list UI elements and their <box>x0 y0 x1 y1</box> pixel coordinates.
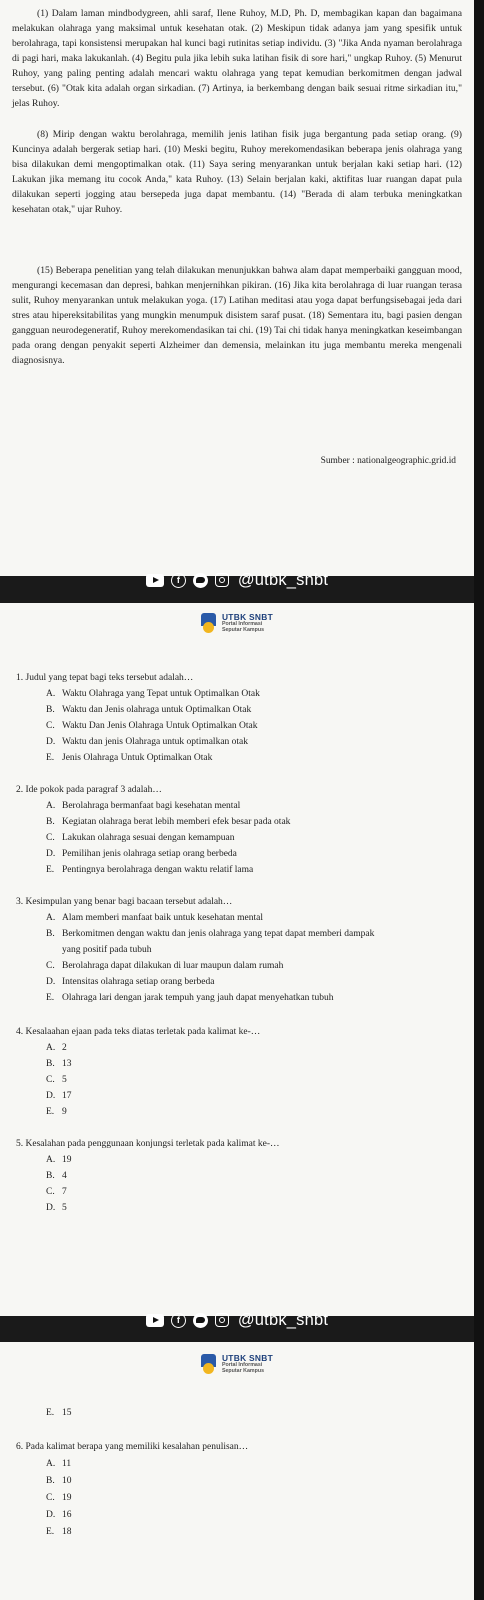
q5-option-a: A. 19 <box>46 1155 72 1165</box>
social-handle: @utbk_snbt <box>237 570 329 589</box>
logo-line-1: Portal Informasi <box>221 621 263 628</box>
q4-option-a: A. 2 <box>46 1043 67 1053</box>
q6-option-e: E. 18 <box>46 1527 72 1537</box>
question-1: 1. Judul yang tepat bagi teks tersebut adalah… <box>16 673 194 683</box>
social-handle: @utbk_snbt <box>237 1310 329 1329</box>
q6-option-a: A. 11 <box>46 1459 72 1469</box>
facebook-icon: f <box>171 573 186 588</box>
q4-option-b: B. 13 <box>46 1059 72 1069</box>
question-6: 6. Pada kalimat berapa yang memiliki kesalahan penulisan… <box>16 1442 249 1452</box>
logo-title: UTBK SNBT <box>221 1353 274 1363</box>
utbk-logo <box>0 613 474 633</box>
q2-option-d: D. Pemilihan jenis olahraga setiap orang berbeda <box>46 849 237 859</box>
social-banner <box>0 1308 474 1332</box>
q2-option-c: C. Lakukan olahraga sesuai dengan kemampuan <box>46 833 235 843</box>
q3-option-c: C. Berolahraga dapat dilakukan di luar maupun dalam rumah <box>46 961 284 971</box>
q5-option-e: E. 15 <box>46 1408 72 1418</box>
q2-option-a: A. Berolahraga bermanfaat bagi kesehatan mental <box>46 801 241 811</box>
q1-option-c: C. Waktu Dan Jenis Olahraga Untuk Optimalkan Otak <box>46 721 258 731</box>
logo-line-1: Portal Informasi <box>221 1362 263 1369</box>
q5-option-c: C. 7 <box>46 1187 67 1197</box>
q1-option-b: B. Waktu dan Jenis olahraga untuk Optimalkan Otak <box>46 705 252 715</box>
youtube-icon <box>146 1314 164 1327</box>
instagram-icon <box>215 573 229 587</box>
twitter-icon <box>193 1313 208 1328</box>
paragraph-2: (8) Mirip dengan waktu berolahraga, memilih jenis latihan fisik juga bergantung pada setiap orang. (9) Kuncinya adalah bergerak setiap hari. (10) Meski begitu, Ruhoy merekomendasikan beberapa jenis olahraga yang bisa dilakukan demi mengoptimalkan otak. (11) Saya sering menyarankan untuk berjalan kaki setiap hari. (12) Lakukan jika memang itu cocok Anda," kata Ruhoy. (13) Selain berjalan kaki, aktifitas luar ruangan dapat pula dilakukan seperti jogging atau bersepeda juga dapat membantu. (14) "Berada di alam terbuka meningkatkan kesehatan otak," ujar Ruhoy. <box>12 129 462 216</box>
q2-option-e: E. Pentingnya berolahraga dengan waktu relatif lama <box>46 865 254 875</box>
paragraph-3: (15) Beberapa penelitian yang telah dilakukan menunjukkan bahwa alam dapat memperbaiki gangguan mood, mengurangi kecemasan dan depresi, bahkan menjernihkan pikiran. (16) Jika kita berolahraga di luar ruangan terasa sulit, Ruhoy menyarankan untuk melakukan yoga. (17) Latihan meditasi atau yoga dapat berfungsisebagai jeda dari stres atau hipereksitabilitas yang mungkin menumpuk disistem saraf pusat. (18) Sementara itu, bagi pasien dengan gangguan neurodegeneratif, Ruhoy merekomendasikan tai chi. (19) Tai chi tidak hanya meningkatkan keseimbangan pada orang dengan penyakit seperti Alzheimer dan demensia, melainkan itu juga membantu mereka mengenali diagnosisnya. <box>12 265 462 367</box>
q3-option-b: B. Berkomitmen dengan waktu dan jenis olahraga yang tepat dapat memberi dampak <box>46 929 375 939</box>
logo-emblem-icon <box>201 1354 216 1374</box>
q3-option-a: A. Alam memberi manfaat baik untuk kesehatan mental <box>46 913 264 923</box>
paragraph-1: (1) Dalam laman mindbodygreen, ahli saraf, Ilene Ruhoy, M.D, Ph. D, membagikan kapan dan bagaimana melakukan olahraga yang maksimal untuk kesehatan otak. (2) Meskipun tidak adanya jam yang spesifik untuk berolahraga, tapi konsistensi merupakan hal kunci bagi rutinitas setiap individu. (3) "Jika Anda nyaman berolahraga di pagi hari, maka lakukanlah. (4) Begitu pula jika lebih suka latihan fisik di sore hari," ungkap Ruhoy. (5) Menurut Ruhoy, yang paling penting adalah mencari waktu olahraga yang tepat kemudian berkomitmen dengan jadwal tersebut. (6) "Otak kita adalah organ sirkadian. (7) Artinya, ia berkembang dengan baik sesuai ritme sirkadian itu," jelas Ruhoy. <box>12 8 462 110</box>
q1-option-e: E. Jenis Olahraga Untuk Optimalkan Otak <box>46 753 213 763</box>
youtube-icon <box>146 574 164 587</box>
logo-line-2: Seputar Kampus <box>221 1367 265 1374</box>
logo-line-2: Seputar Kampus <box>221 626 265 633</box>
social-banner <box>0 568 474 592</box>
question-3: 3. Kesimpulan yang benar bagi bacaan tersebut adalah… <box>16 897 233 907</box>
twitter-icon <box>193 573 208 588</box>
q1-option-d: D. Waktu dan jenis Olahraga untuk optimalkan otak <box>46 737 249 747</box>
logo-title: UTBK SNBT <box>221 612 274 622</box>
q2-option-b: B. Kegiatan olahraga berat lebih memberi efek besar pada otak <box>46 817 291 827</box>
page-2 <box>0 603 474 1316</box>
q6-option-c: C. 19 <box>46 1493 72 1503</box>
q5-option-b: B. 4 <box>46 1171 67 1181</box>
q3-option-e: E. Olahraga lari dengan jarak tempuh yang jauh dapat menyehatkan tubuh <box>46 993 334 1003</box>
question-2: 2. Ide pokok pada paragraf 3 adalah… <box>16 785 162 795</box>
q4-option-c: C. 5 <box>46 1075 67 1085</box>
facebook-icon: f <box>171 1313 186 1328</box>
q1-option-a: A. Waktu Olahraga yang Tepat untuk Optimalkan Otak <box>46 689 260 699</box>
right-edge-bar <box>474 0 484 1600</box>
q4-option-d: D. 17 <box>46 1091 72 1101</box>
page-3 <box>0 1342 474 1600</box>
q6-option-b: B. 10 <box>46 1476 72 1486</box>
q5-option-d: D. 5 <box>46 1203 67 1213</box>
q6-option-d: D. 16 <box>46 1510 72 1520</box>
instagram-icon <box>215 1313 229 1327</box>
page-1 <box>0 0 474 576</box>
utbk-logo <box>0 1354 474 1374</box>
q3-option-b-continuation: yang positif pada tubuh <box>62 945 152 955</box>
question-4: 4. Kesalaahan ejaan pada teks diatas terletak pada kalimat ke-… <box>16 1027 261 1037</box>
logo-emblem-icon <box>201 613 216 633</box>
q3-option-d: D. Intensitas olahraga setiap orang berbeda <box>46 977 215 987</box>
question-5: 5. Kesalahan pada penggunaan konjungsi terletak pada kalimat ke-… <box>16 1139 280 1149</box>
source-text: Sumber : nationalgeographic.grid.id <box>320 456 456 466</box>
q4-option-e: E. 9 <box>46 1107 67 1117</box>
